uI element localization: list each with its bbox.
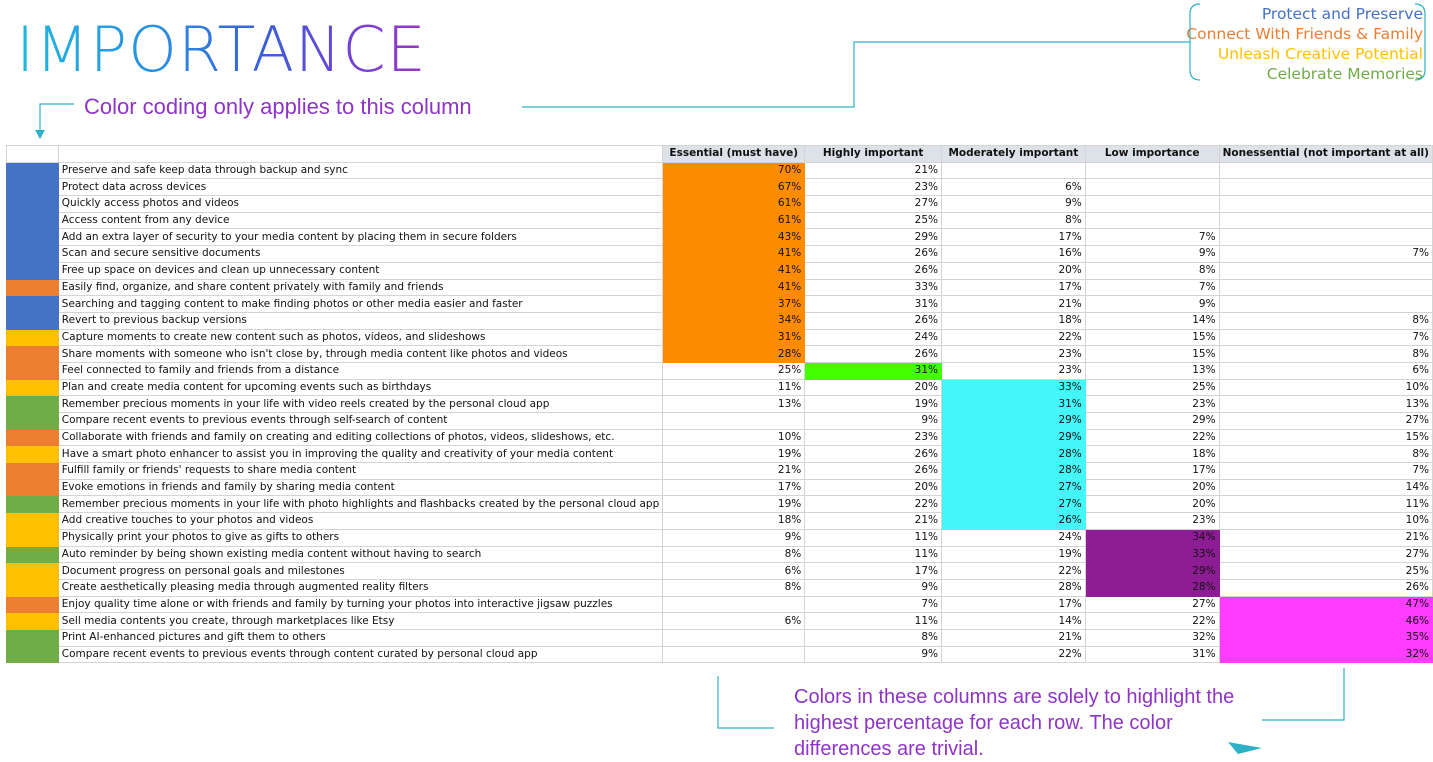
value-cell: 17% bbox=[941, 229, 1085, 246]
table-row bbox=[7, 179, 1433, 196]
value-cell: 9% bbox=[941, 196, 1085, 213]
table-row bbox=[7, 396, 1433, 413]
category-color-cell bbox=[7, 329, 59, 346]
legend-item-protect: Protect and Preserve bbox=[1261, 5, 1423, 23]
value-cell bbox=[663, 629, 805, 646]
value-cell: 29% bbox=[941, 413, 1085, 430]
value-cell bbox=[941, 162, 1085, 179]
value-cell: 9% bbox=[1085, 246, 1219, 263]
table-row bbox=[7, 546, 1433, 563]
table-row bbox=[7, 362, 1433, 379]
value-cell: 7% bbox=[1219, 246, 1432, 263]
table-row bbox=[7, 212, 1433, 229]
value-cell: 18% bbox=[941, 312, 1085, 329]
value-cell: 7% bbox=[805, 596, 942, 613]
value-cell: 34% bbox=[1085, 529, 1219, 546]
value-cell: 23% bbox=[1085, 396, 1219, 413]
value-cell: 28% bbox=[663, 346, 805, 363]
table-row bbox=[7, 479, 1433, 496]
value-cell: 8% bbox=[1219, 312, 1432, 329]
feature-label: Scan and secure sensitive documents bbox=[58, 246, 662, 263]
category-color-cell bbox=[7, 496, 59, 513]
value-cell: 20% bbox=[1085, 479, 1219, 496]
value-cell: 10% bbox=[1219, 513, 1432, 530]
value-cell: 8% bbox=[805, 629, 942, 646]
category-color-cell bbox=[7, 429, 59, 446]
value-cell: 61% bbox=[663, 196, 805, 213]
note-arrow-head bbox=[35, 130, 45, 139]
value-cell: 6% bbox=[663, 613, 805, 630]
value-cell: 6% bbox=[663, 563, 805, 580]
value-cell: 17% bbox=[1085, 463, 1219, 480]
category-color-cell bbox=[7, 646, 59, 663]
category-color-cell bbox=[7, 563, 59, 580]
value-cell: 32% bbox=[1219, 646, 1432, 663]
table-body bbox=[7, 162, 1433, 663]
value-cell: 67% bbox=[663, 179, 805, 196]
value-cell: 33% bbox=[805, 279, 942, 296]
legend-brace bbox=[1190, 4, 1200, 80]
category-color-cell bbox=[7, 196, 59, 213]
category-color-cell bbox=[7, 262, 59, 279]
value-cell: 20% bbox=[805, 479, 942, 496]
table-row bbox=[7, 579, 1433, 596]
bottom-connector-left bbox=[718, 676, 774, 728]
category-color-cell bbox=[7, 279, 59, 296]
category-color-cell bbox=[7, 413, 59, 430]
value-cell bbox=[1219, 229, 1432, 246]
feature-label: Add an extra layer of security to your media content by placing them in secure folders bbox=[58, 229, 662, 246]
value-cell: 21% bbox=[663, 463, 805, 480]
table-row bbox=[7, 613, 1433, 630]
value-cell: 21% bbox=[941, 296, 1085, 313]
feature-label: Remember precious moments in your life with photo highlights and flashbacks created by the personal cloud app bbox=[58, 496, 662, 513]
value-cell: 23% bbox=[941, 346, 1085, 363]
value-cell: 27% bbox=[941, 479, 1085, 496]
value-cell: 11% bbox=[1219, 496, 1432, 513]
table-row bbox=[7, 279, 1433, 296]
value-cell: 31% bbox=[805, 362, 942, 379]
value-cell: 37% bbox=[663, 296, 805, 313]
category-color-cell bbox=[7, 312, 59, 329]
value-cell: 22% bbox=[1085, 429, 1219, 446]
table-row bbox=[7, 463, 1433, 480]
table-row bbox=[7, 229, 1433, 246]
value-cell: 26% bbox=[805, 312, 942, 329]
color-coding-note: Color coding only applies to this column bbox=[84, 94, 472, 119]
value-cell: 8% bbox=[1219, 446, 1432, 463]
category-color-cell bbox=[7, 362, 59, 379]
value-cell: 8% bbox=[1219, 346, 1432, 363]
value-cell: 21% bbox=[805, 513, 942, 530]
value-cell: 21% bbox=[805, 162, 942, 179]
value-cell: 19% bbox=[663, 496, 805, 513]
feature-label: Capture moments to create new content such as photos, videos, and slideshows bbox=[58, 329, 662, 346]
value-cell: 41% bbox=[663, 279, 805, 296]
header-nonessential: Nonessential (not important at all) bbox=[1219, 146, 1432, 163]
table-row bbox=[7, 246, 1433, 263]
value-cell: 28% bbox=[941, 446, 1085, 463]
value-cell: 22% bbox=[941, 329, 1085, 346]
value-cell: 7% bbox=[1085, 229, 1219, 246]
value-cell: 8% bbox=[663, 579, 805, 596]
table-row bbox=[7, 496, 1433, 513]
value-cell: 34% bbox=[663, 312, 805, 329]
header-color-code bbox=[7, 146, 59, 163]
header-low-importance: Low importance bbox=[1085, 146, 1219, 163]
value-cell bbox=[1219, 196, 1432, 213]
value-cell bbox=[663, 646, 805, 663]
value-cell: 61% bbox=[663, 212, 805, 229]
value-cell: 33% bbox=[941, 379, 1085, 396]
value-cell: 28% bbox=[941, 463, 1085, 480]
value-cell: 15% bbox=[1219, 429, 1432, 446]
table-header-row bbox=[7, 146, 1433, 163]
value-cell: 22% bbox=[1085, 613, 1219, 630]
legend-item-creative: Unleash Creative Potential bbox=[1217, 45, 1423, 63]
category-color-cell bbox=[7, 629, 59, 646]
feature-label: Fulfill family or friends' requests to share media content bbox=[58, 463, 662, 480]
category-color-cell bbox=[7, 596, 59, 613]
feature-label: Feel connected to family and friends from a distance bbox=[58, 362, 662, 379]
value-cell: 8% bbox=[663, 546, 805, 563]
value-cell: 20% bbox=[805, 379, 942, 396]
table-row bbox=[7, 529, 1433, 546]
feature-label: Plan and create media content for upcoming events such as birthdays bbox=[58, 379, 662, 396]
value-cell: 23% bbox=[805, 429, 942, 446]
category-color-cell bbox=[7, 463, 59, 480]
feature-label: Searching and tagging content to make finding photos or other media easier and faster bbox=[58, 296, 662, 313]
value-cell: 10% bbox=[1219, 379, 1432, 396]
value-cell: 17% bbox=[941, 279, 1085, 296]
note-connector-right bbox=[522, 42, 1190, 107]
value-cell: 25% bbox=[663, 362, 805, 379]
value-cell bbox=[1219, 162, 1432, 179]
value-cell: 31% bbox=[663, 329, 805, 346]
value-cell: 14% bbox=[941, 613, 1085, 630]
value-cell: 22% bbox=[941, 646, 1085, 663]
value-cell bbox=[1219, 212, 1432, 229]
value-cell: 27% bbox=[1085, 596, 1219, 613]
value-cell: 16% bbox=[941, 246, 1085, 263]
feature-label: Easily find, organize, and share content privately with family and friends bbox=[58, 279, 662, 296]
value-cell: 23% bbox=[805, 179, 942, 196]
value-cell: 7% bbox=[1085, 279, 1219, 296]
table-row bbox=[7, 162, 1433, 179]
value-cell: 41% bbox=[663, 246, 805, 263]
value-cell: 8% bbox=[1085, 262, 1219, 279]
value-cell: 9% bbox=[805, 413, 942, 430]
feature-label: Collaborate with friends and family on creating and editing collections of photos, videos, slideshows, etc. bbox=[58, 429, 662, 446]
feature-label: Preserve and safe keep data through backup and sync bbox=[58, 162, 662, 179]
legend-item-memories: Celebrate Memories bbox=[1266, 65, 1423, 83]
value-cell: 26% bbox=[805, 446, 942, 463]
value-cell: 20% bbox=[1085, 496, 1219, 513]
feature-label: Print AI-enhanced pictures and gift them to others bbox=[58, 629, 662, 646]
feature-label: Access content from any device bbox=[58, 212, 662, 229]
value-cell: 18% bbox=[663, 513, 805, 530]
value-cell: 24% bbox=[941, 529, 1085, 546]
table-row bbox=[7, 296, 1433, 313]
value-cell: 19% bbox=[941, 546, 1085, 563]
header-moderately-important: Moderately important bbox=[941, 146, 1085, 163]
value-cell: 17% bbox=[805, 563, 942, 580]
category-color-cell bbox=[7, 479, 59, 496]
value-cell: 26% bbox=[805, 262, 942, 279]
value-cell: 17% bbox=[663, 479, 805, 496]
feature-label: Add creative touches to your photos and videos bbox=[58, 513, 662, 530]
category-color-cell bbox=[7, 246, 59, 263]
value-cell: 25% bbox=[1085, 379, 1219, 396]
importance-table bbox=[6, 145, 1433, 663]
category-color-cell bbox=[7, 162, 59, 179]
feature-label: Auto reminder by being shown existing media content without having to search bbox=[58, 546, 662, 563]
table-row bbox=[7, 196, 1433, 213]
value-cell: 9% bbox=[1085, 296, 1219, 313]
value-cell: 7% bbox=[1219, 463, 1432, 480]
table-row bbox=[7, 262, 1433, 279]
value-cell bbox=[1219, 296, 1432, 313]
value-cell: 32% bbox=[1085, 629, 1219, 646]
value-cell: 31% bbox=[805, 296, 942, 313]
category-color-cell bbox=[7, 379, 59, 396]
value-cell: 11% bbox=[663, 379, 805, 396]
category-color-cell bbox=[7, 579, 59, 596]
category-color-cell bbox=[7, 529, 59, 546]
value-cell: 70% bbox=[663, 162, 805, 179]
value-cell: 19% bbox=[805, 396, 942, 413]
value-cell: 9% bbox=[805, 579, 942, 596]
value-cell: 26% bbox=[941, 513, 1085, 530]
feature-label: Compare recent events to previous events through content curated by personal cloud app bbox=[58, 646, 662, 663]
value-cell: 14% bbox=[1085, 312, 1219, 329]
category-color-cell bbox=[7, 229, 59, 246]
category-color-cell bbox=[7, 446, 59, 463]
category-color-cell bbox=[7, 212, 59, 229]
legend-brace-right bbox=[1415, 4, 1425, 80]
value-cell: 27% bbox=[941, 496, 1085, 513]
value-cell: 28% bbox=[941, 579, 1085, 596]
value-cell: 13% bbox=[663, 396, 805, 413]
category-color-cell bbox=[7, 513, 59, 530]
value-cell: 26% bbox=[805, 463, 942, 480]
value-cell: 17% bbox=[941, 596, 1085, 613]
header-feature bbox=[58, 146, 662, 163]
category-color-cell bbox=[7, 613, 59, 630]
note-connector-left bbox=[40, 104, 74, 132]
value-cell: 29% bbox=[1085, 563, 1219, 580]
value-cell: 35% bbox=[1219, 629, 1432, 646]
value-cell: 33% bbox=[1085, 546, 1219, 563]
category-color-cell bbox=[7, 396, 59, 413]
value-cell: 20% bbox=[941, 262, 1085, 279]
value-cell: 29% bbox=[805, 229, 942, 246]
value-cell bbox=[1085, 212, 1219, 229]
value-cell: 21% bbox=[941, 629, 1085, 646]
value-cell: 31% bbox=[1085, 646, 1219, 663]
value-cell: 43% bbox=[663, 229, 805, 246]
feature-label: Evoke emotions in friends and family by sharing media content bbox=[58, 479, 662, 496]
feature-label: Protect data across devices bbox=[58, 179, 662, 196]
table-row bbox=[7, 429, 1433, 446]
value-cell: 23% bbox=[1085, 513, 1219, 530]
value-cell: 25% bbox=[1219, 563, 1432, 580]
table-row bbox=[7, 329, 1433, 346]
value-cell: 11% bbox=[805, 546, 942, 563]
feature-label: Compare recent events to previous events through self-search of content bbox=[58, 413, 662, 430]
value-cell: 19% bbox=[663, 446, 805, 463]
value-cell: 28% bbox=[1085, 579, 1219, 596]
header-essential: Essential (must have) bbox=[663, 146, 805, 163]
feature-label: Free up space on devices and clean up unnecessary content bbox=[58, 262, 662, 279]
category-color-cell bbox=[7, 546, 59, 563]
value-cell: 41% bbox=[663, 262, 805, 279]
value-cell: 47% bbox=[1219, 596, 1432, 613]
table-row bbox=[7, 446, 1433, 463]
feature-label: Revert to previous backup versions bbox=[58, 312, 662, 329]
value-cell: 9% bbox=[663, 529, 805, 546]
value-cell: 26% bbox=[805, 346, 942, 363]
value-cell: 31% bbox=[941, 396, 1085, 413]
value-cell: 27% bbox=[805, 196, 942, 213]
category-color-cell bbox=[7, 346, 59, 363]
header-highly-important: Highly important bbox=[805, 146, 942, 163]
table-row bbox=[7, 379, 1433, 396]
feature-label: Share moments with someone who isn't close by, through media content like photos and videos bbox=[58, 346, 662, 363]
bottom-connector-right bbox=[1262, 668, 1344, 720]
feature-label: Sell media contents you create, through marketplaces like Etsy bbox=[58, 613, 662, 630]
value-cell: 10% bbox=[663, 429, 805, 446]
value-cell: 46% bbox=[1219, 613, 1432, 630]
table-row bbox=[7, 312, 1433, 329]
value-cell: 8% bbox=[941, 212, 1085, 229]
table-row bbox=[7, 563, 1433, 580]
feature-label: Physically print your photos to give as gifts to others bbox=[58, 529, 662, 546]
table-row bbox=[7, 646, 1433, 663]
category-color-cell bbox=[7, 296, 59, 313]
feature-label: Enjoy quality time alone or with friends and family by turning your photos into interactive jigsaw puzzles bbox=[58, 596, 662, 613]
value-cell bbox=[1085, 196, 1219, 213]
feature-label: Create aesthetically pleasing media through augmented reality filters bbox=[58, 579, 662, 596]
value-cell bbox=[1219, 279, 1432, 296]
value-cell bbox=[663, 596, 805, 613]
feature-label: Have a smart photo enhancer to assist you in improving the quality and creativity of your media content bbox=[58, 446, 662, 463]
value-cell: 26% bbox=[1219, 579, 1432, 596]
value-cell bbox=[1219, 179, 1432, 196]
table-row bbox=[7, 596, 1433, 613]
feature-label: Quickly access photos and videos bbox=[58, 196, 662, 213]
value-cell: 11% bbox=[805, 529, 942, 546]
table-row bbox=[7, 513, 1433, 530]
feature-label: Remember precious moments in your life with video reels created by the personal cloud app bbox=[58, 396, 662, 413]
value-cell bbox=[1219, 262, 1432, 279]
value-cell: 27% bbox=[1219, 546, 1432, 563]
value-cell: 22% bbox=[941, 563, 1085, 580]
value-cell: 14% bbox=[1219, 479, 1432, 496]
value-cell: 9% bbox=[805, 646, 942, 663]
value-cell bbox=[1085, 162, 1219, 179]
feature-label: Document progress on personal goals and milestones bbox=[58, 563, 662, 580]
table-row bbox=[7, 629, 1433, 646]
value-cell: 11% bbox=[805, 613, 942, 630]
value-cell: 29% bbox=[1085, 413, 1219, 430]
value-cell: 7% bbox=[1219, 329, 1432, 346]
value-cell: 29% bbox=[941, 429, 1085, 446]
value-cell: 6% bbox=[941, 179, 1085, 196]
value-cell bbox=[1085, 179, 1219, 196]
legend-item-connect: Connect With Friends & Family bbox=[1186, 25, 1423, 43]
value-cell: 15% bbox=[1085, 346, 1219, 363]
table-row bbox=[7, 413, 1433, 430]
value-cell: 13% bbox=[1085, 362, 1219, 379]
value-cell: 27% bbox=[1219, 413, 1432, 430]
value-cell: 6% bbox=[1219, 362, 1432, 379]
value-cell: 23% bbox=[941, 362, 1085, 379]
value-cell: 25% bbox=[805, 212, 942, 229]
table-row bbox=[7, 346, 1433, 363]
page-title: IMPORTANCE bbox=[16, 13, 427, 86]
value-cell: 18% bbox=[1085, 446, 1219, 463]
value-cell: 13% bbox=[1219, 396, 1432, 413]
value-cell: 21% bbox=[1219, 529, 1432, 546]
category-color-cell bbox=[7, 179, 59, 196]
value-cell bbox=[663, 413, 805, 430]
value-cell: 24% bbox=[805, 329, 942, 346]
value-cell: 26% bbox=[805, 246, 942, 263]
value-cell: 22% bbox=[805, 496, 942, 513]
value-cell: 15% bbox=[1085, 329, 1219, 346]
highlight-note: Colors in these columns are solely to highlight the highest percentage for each row. The color differences are trivial. bbox=[794, 686, 1235, 760]
